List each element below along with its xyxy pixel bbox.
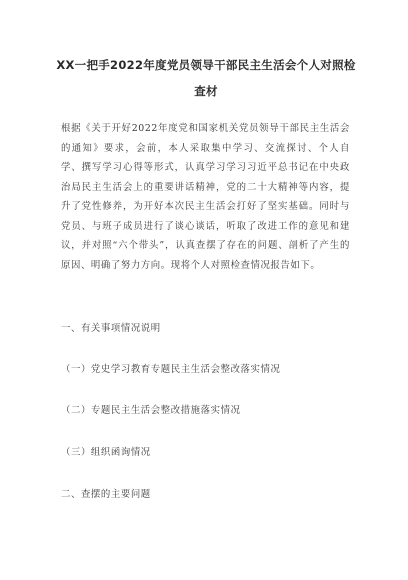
section-heading-2: 二、查摆的主要问题 [61,489,151,500]
document-title-line1: XX一把手2022年度党员领导干部民主生活会个人对照检查材 [56,58,356,98]
intro-paragraph: 根据《关于开好2022年度党和国家机关党员领导干部民主生活会的通知》要求，会前，本人采取集中学习、交流探讨、个人自学、撰写学习心得等形式，认真学习学习习近平总书记在中央政治局民主生活会上的重要讲话精神，党的二十大精神等内容，提升了党性修养，为开好本次民主生活会打好了坚实基础。同时与党员、与班子成员进行了谈心谈话，听取了改进工作的意见和建议，并对照“六个带头”，认真查摆了存在的问题、剖析了产生的原因、明确了努力方向。现将个人对照检查情况报告如下。 [61,123,350,271]
document-title [56,52,356,104]
section-heading-1: 一、有关事项情况说明 [61,323,161,334]
subsection-heading-3: （三）组织函询情况 [61,447,151,458]
subsection-heading-1: （一）党史学习教育专题民主生活会整改落实情况 [61,364,281,375]
subsection-heading-2: （二）专题民主生活会整改措施落实情况 [61,405,241,416]
